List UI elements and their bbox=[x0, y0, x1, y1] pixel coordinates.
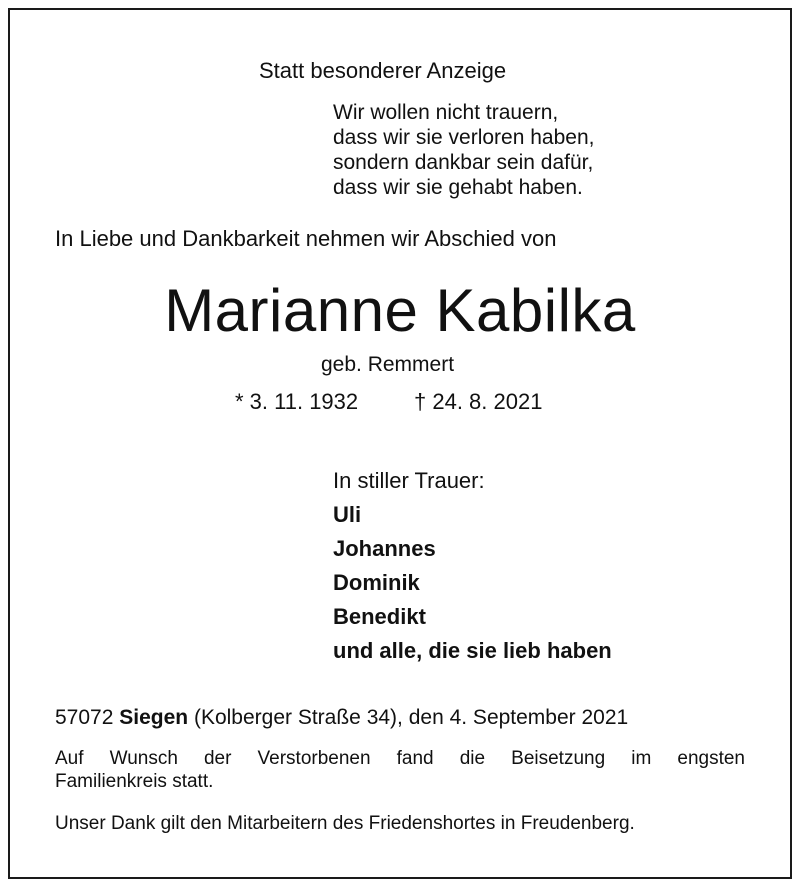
death-date: † 24. 8. 2021 bbox=[414, 389, 543, 414]
address-line bbox=[55, 706, 628, 730]
postal-code: 57072 bbox=[55, 706, 114, 729]
address-date: (Kolberger Straße 34), den 4. September 2021 bbox=[193, 706, 629, 729]
poem-line: sondern dankbar sein dafür, bbox=[333, 151, 594, 174]
poem-line: dass wir sie gehabt haben. bbox=[333, 176, 583, 199]
notice-header: Statt besonderer Anzeige bbox=[259, 58, 507, 83]
birth-date: * 3. 11. 1932 bbox=[235, 389, 359, 414]
burial-note-line: Familienkreis statt. bbox=[55, 771, 214, 792]
deceased-name: Marianne Kabilka bbox=[164, 277, 636, 344]
mourner-name: Benedikt bbox=[333, 604, 426, 629]
mourners-list bbox=[333, 464, 612, 668]
mourner-name: Dominik bbox=[333, 570, 420, 595]
mourner-name: Johannes bbox=[333, 536, 436, 561]
city: Siegen bbox=[119, 706, 189, 729]
mourner-name: und alle, die sie lieb haben bbox=[333, 638, 612, 663]
thanks-note: Unser Dank gilt den Mitarbeitern des Friedenshortes in Freudenberg. bbox=[55, 813, 635, 834]
burial-note-line: Auf Wunsch der Verstorbenen fand die Beisetzung im engsten bbox=[55, 748, 745, 769]
birth-name: geb. Remmert bbox=[321, 353, 455, 376]
poem-line: dass wir sie verloren haben, bbox=[333, 126, 595, 149]
poem-line: Wir wollen nicht trauern, bbox=[333, 101, 559, 124]
mourners-heading: In stiller Trauer: bbox=[333, 468, 485, 493]
intro-text: In Liebe und Dankbarkeit nehmen wir Abschied von bbox=[55, 226, 557, 251]
poem bbox=[333, 100, 594, 200]
mourner-name: Uli bbox=[333, 502, 362, 527]
